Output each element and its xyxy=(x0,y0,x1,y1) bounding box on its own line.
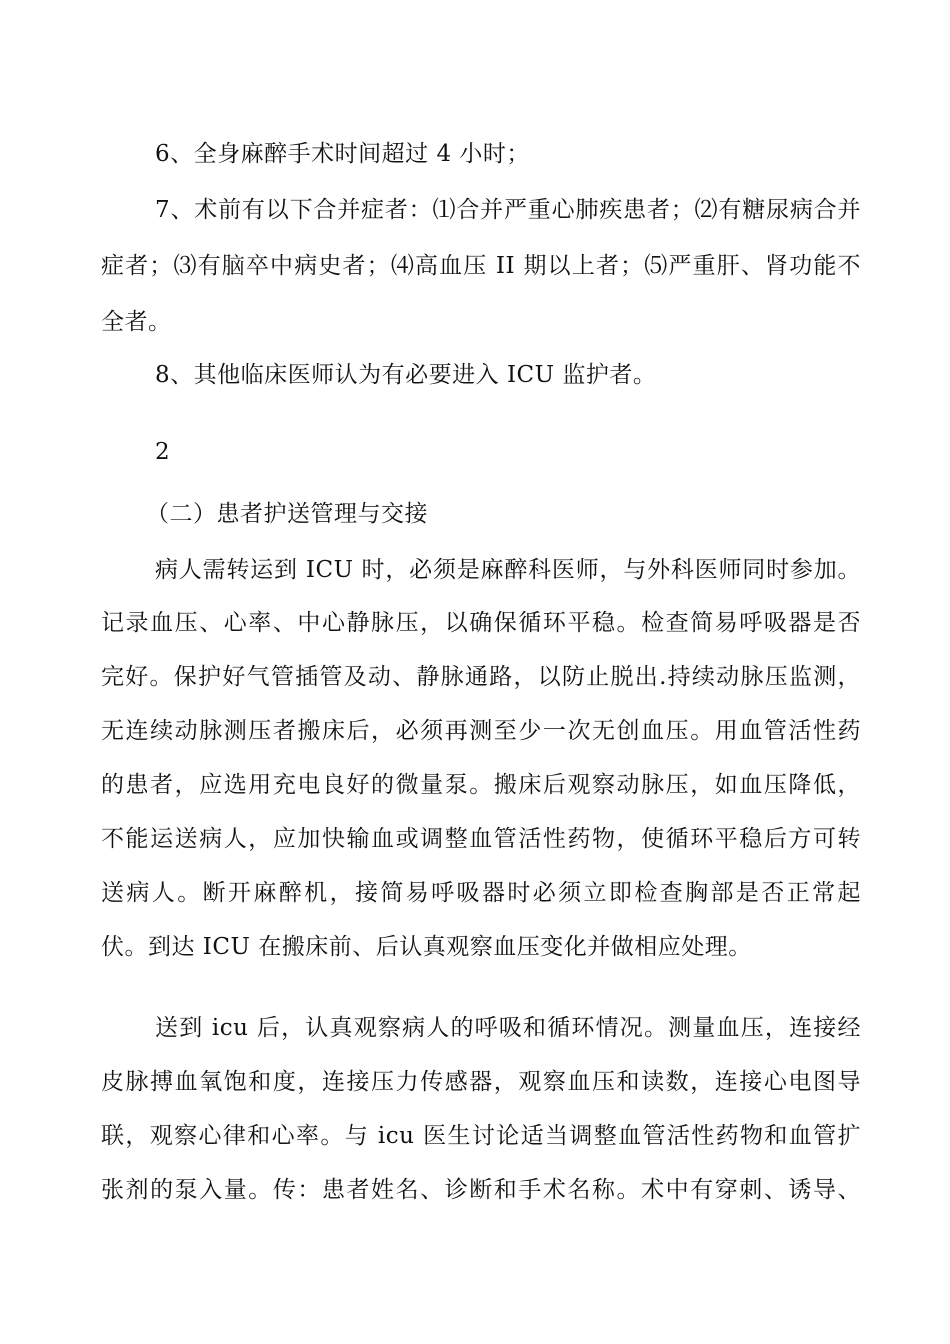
criteria-item-7-line-1: 7、术前有以下合并症者：⑴合并严重心肺疾患者；⑵有糖尿病合并 xyxy=(155,197,861,223)
criteria-item-6: 6、全身麻醉手术时间超过 4 小时； xyxy=(155,141,530,167)
paragraph2-line-2: 皮脉搏血氧饱和度，连接压力传感器，观察血压和读数，连接心电图导 xyxy=(101,1069,861,1095)
paragraph1-line-4: 无连续动脉测压者搬床后，必须再测至少一次无创血压。用血管活性药 xyxy=(101,718,861,744)
paragraph2-line-4: 张剂的泵入量。传：患者姓名、诊断和手术名称。术中有穿刺、诱导、 xyxy=(101,1177,861,1203)
criteria-item-7-line-3: 全者。 xyxy=(101,309,172,335)
paragraph1-line-3: 完好。保护好气管插管及动、静脉通路，以防止脱出.持续动脉压监测， xyxy=(101,664,861,690)
section-heading: （二）患者护送管理与交接 xyxy=(146,501,428,527)
paragraph1-line-1: 病人需转运到 ICU 时，必须是麻醉科医师，与外科医师同时参加。 xyxy=(155,557,861,583)
paragraph1-line-2: 记录血压、心率、中心静脉压，以确保循环平稳。检查简易呼吸器是否 xyxy=(101,610,861,636)
paragraph2-line-3: 联，观察心律和心率。与 icu 医生讨论适当调整血管活性药物和血管扩 xyxy=(101,1123,861,1149)
criteria-item-7-line-2: 症者；⑶有脑卒中病史者；⑷高血压 II 期以上者；⑸严重肝、肾功能不 xyxy=(101,253,861,279)
page-number: 2 xyxy=(155,439,171,465)
paragraph1-line-7: 送病人。断开麻醉机，接简易呼吸器时必须立即检查胸部是否正常起 xyxy=(101,880,861,906)
paragraph1-line-5: 的患者，应选用充电良好的微量泵。搬床后观察动脉压，如血压降低， xyxy=(101,772,861,798)
paragraph1-line-8: 伏。到达 ICU 在搬床前、后认真观察血压变化并做相应处理。 xyxy=(101,934,752,960)
paragraph1-line-6: 不能运送病人，应加快输血或调整血管活性药物，使循环平稳后方可转 xyxy=(101,826,861,852)
paragraph2-line-1: 送到 icu 后，认真观察病人的呼吸和循环情况。测量血压，连接经 xyxy=(155,1015,861,1041)
criteria-item-8: 8、其他临床医师认为有必要进入 ICU 监护者。 xyxy=(155,362,657,388)
